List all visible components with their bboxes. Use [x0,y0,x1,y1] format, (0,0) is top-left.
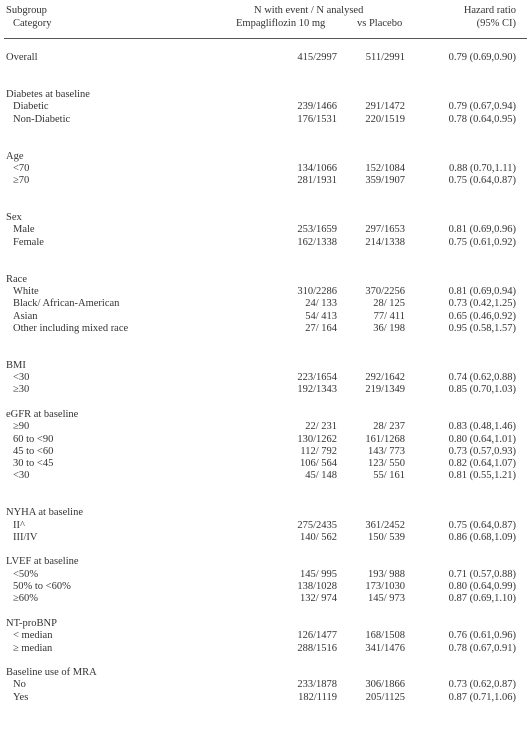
empagliflozin-count: 176/1531 [297,113,337,125]
group-label: Diabetes at baseline [6,89,90,101]
table-row [0,692,531,704]
table-row [0,384,531,396]
category-label: ≥30 [13,384,30,396]
group-header-row [0,274,531,286]
category-label: <70 [13,162,30,174]
category-label: <50% [13,568,39,580]
placebo-count: 205/1125 [365,691,405,703]
placebo-count: 36/ 198 [373,322,405,334]
category-label: Non-Diabetic [13,113,71,125]
group-label: Race [6,273,27,285]
hazard-ratio-value: 0.75 (0.64,0.87) [448,519,516,531]
row-spacer [0,483,531,495]
category-label: ≥70 [13,175,30,187]
category-label: Yes [13,691,29,703]
category-label: No [13,679,26,691]
header-ci: (95% CI) [476,18,516,29]
table-row [0,101,531,113]
empagliflozin-count: 45/ 148 [305,470,337,482]
table-row [0,446,531,458]
table-row [0,52,531,64]
empagliflozin-count: 281/1931 [297,175,337,187]
hazard-ratio-value: 0.79 (0.67,0.94) [448,101,516,113]
table-row [0,163,531,175]
placebo-count: 143/ 773 [367,445,405,457]
empagliflozin-count: 140/ 562 [299,531,337,543]
hazard-ratio-value: 0.76 (0.61,0.96) [448,630,516,642]
row-spacer [0,261,531,273]
category-label: Asian [13,310,38,322]
header-category: Category [13,18,52,29]
category-label: White [13,285,39,297]
hazard-ratio-value: 0.75 (0.61,0.92) [448,236,516,248]
category-label: Female [13,236,44,248]
placebo-count: 292/1642 [365,372,405,384]
empagliflozin-count: 132/ 974 [299,593,337,605]
category-label: Black/ African-American [13,298,120,310]
hazard-ratio-value: 0.79 (0.69,0.90) [448,52,516,64]
hazard-ratio-value: 0.73 (0.62,0.87) [448,679,516,691]
empagliflozin-count: 112/ 792 [300,445,337,457]
empagliflozin-count: 126/1477 [297,630,337,642]
row-spacer [0,606,531,618]
table-row [0,224,531,236]
table-row [0,286,531,298]
hazard-ratio-value: 0.81 (0.69,0.94) [448,285,516,297]
empagliflozin-count: 310/2286 [297,285,337,297]
row-spacer [0,77,531,89]
category-label: 50% to <60% [13,581,71,593]
placebo-count: 28/ 237 [373,421,405,433]
empagliflozin-count: 182/1119 [298,691,337,703]
group-header-row [0,667,531,679]
category-label: Diabetic [13,101,49,113]
group-label: LVEF at baseline [6,556,79,568]
table-row [0,532,531,544]
placebo-count: 152/1084 [365,162,405,174]
group-label: BMI [6,359,26,371]
header-placebo: vs Placebo [357,18,403,29]
placebo-count: 220/1519 [365,113,405,125]
row-spacer [0,138,531,150]
empagliflozin-count: 415/2997 [297,52,337,64]
placebo-count: 214/1338 [365,236,405,248]
hazard-ratio-value: 0.83 (0.48,1.46) [448,421,516,433]
table-row [0,581,531,593]
group-header-row [0,89,531,101]
header-rule [4,38,527,39]
category-label: < median [13,630,53,642]
row-spacer [0,126,531,138]
table-row [0,421,531,433]
placebo-count: 145/ 973 [367,593,405,605]
group-label: Age [6,150,24,162]
placebo-count: 28/ 125 [373,298,405,310]
row-spacer [0,200,531,212]
table-row [0,569,531,581]
category-label: II^ [13,519,25,531]
empagliflozin-count: 138/1028 [297,581,337,593]
hazard-ratio-value: 0.78 (0.64,0.95) [448,113,516,125]
hazard-ratio-value: 0.81 (0.55,1.21) [448,470,516,482]
category-label: 60 to <90 [13,433,54,445]
placebo-count: 173/1030 [365,581,405,593]
group-header-row [0,556,531,568]
placebo-count: 291/1472 [365,101,405,113]
empagliflozin-count: 22/ 231 [305,421,337,433]
table-row [0,372,531,384]
table-row [0,643,531,655]
empagliflozin-count: 288/1516 [297,642,337,654]
hazard-ratio-value: 0.86 (0.68,1.09) [448,531,516,543]
empagliflozin-count: 233/1878 [297,679,337,691]
table-row [0,630,531,642]
group-header-row [0,151,531,163]
empagliflozin-count: 54/ 413 [305,310,337,322]
table-row [0,434,531,446]
empagliflozin-count: 223/1654 [297,372,337,384]
hazard-ratio-value: 0.78 (0.67,0.91) [448,642,516,654]
category-label: III/IV [13,531,38,543]
placebo-count: 55/ 161 [373,470,405,482]
placebo-count: 150/ 539 [367,531,405,543]
empagliflozin-count: 130/1262 [297,433,337,445]
hazard-ratio-value: 0.74 (0.62,0.88) [448,372,516,384]
empagliflozin-count: 275/2435 [297,519,337,531]
placebo-count: 193/ 988 [367,568,405,580]
hazard-ratio-value: 0.85 (0.70,1.03) [448,384,516,396]
hazard-ratio-value: 0.82 (0.64,1.07) [448,458,516,470]
empagliflozin-count: 106/ 564 [299,458,337,470]
header-n-with-event: N with event / N analysed [254,5,364,16]
table-body [0,40,531,704]
placebo-count: 168/1508 [365,630,405,642]
empagliflozin-count: 27/ 164 [305,322,337,334]
table-row [0,593,531,605]
placebo-count: 341/1476 [365,642,405,654]
empagliflozin-count: 162/1338 [297,236,337,248]
placebo-count: 297/1653 [365,224,405,236]
table-header [0,4,531,40]
row-spacer [0,188,531,200]
placebo-count: 511/2991 [365,52,405,64]
table-row [0,311,531,323]
row-spacer [0,249,531,261]
placebo-count: 77/ 411 [373,310,405,322]
group-label: eGFR at baseline [6,408,79,420]
placebo-count: 361/2452 [365,519,405,531]
hazard-ratio-value: 0.81 (0.69,0.96) [448,224,516,236]
empagliflozin-count: 253/1659 [297,224,337,236]
row-spacer [0,397,531,409]
header-hazard-ratio: Hazard ratio [463,5,516,16]
row-spacer [0,335,531,347]
table-row [0,298,531,310]
table-row [0,114,531,126]
header-empagliflozin: Empagliflozin 10 mg [236,18,326,29]
placebo-count: 370/2256 [365,285,405,297]
placebo-count: 306/1866 [365,679,405,691]
row-spacer [0,40,531,52]
hazard-ratio-value: 0.71 (0.57,0.88) [448,568,516,580]
category-label: 45 to <60 [13,445,54,457]
hazard-ratio-value: 0.87 (0.69,1.10) [448,593,516,605]
row-spacer [0,544,531,556]
row-spacer [0,65,531,77]
category-label: <30 [13,372,30,384]
category-label: Overall [6,52,38,64]
placebo-count: 359/1907 [365,175,405,187]
row-spacer [0,347,531,359]
header-subgroup: Subgroup [6,5,47,16]
hazard-ratio-value: 0.80 (0.64,1.01) [448,433,516,445]
category-label: Other including mixed race [13,322,129,334]
category-label: <30 [13,470,30,482]
category-label: ≥ median [13,642,53,654]
hazard-ratio-value: 0.95 (0.58,1.57) [448,322,516,334]
empagliflozin-count: 192/1343 [297,384,337,396]
group-header-row [0,212,531,224]
table-row [0,175,531,187]
hazard-ratio-value: 0.88 (0.70,1.11) [449,162,516,174]
category-label: ≥60% [13,593,39,605]
hazard-ratio-value: 0.73 (0.42,1.25) [448,298,516,310]
table-row [0,679,531,691]
placebo-count: 219/1349 [365,384,405,396]
group-header-row [0,409,531,421]
category-label: Male [13,224,35,236]
category-label: ≥90 [13,421,30,433]
hazard-ratio-value: 0.73 (0.57,0.93) [448,445,516,457]
table-row [0,323,531,335]
row-spacer [0,655,531,667]
empagliflozin-count: 134/1066 [297,162,337,174]
group-label: NYHA at baseline [6,507,83,519]
group-label: NT-proBNP [6,617,57,629]
table-row [0,470,531,482]
table-row [0,237,531,249]
group-header-row [0,360,531,372]
group-label: Sex [6,212,22,224]
hazard-ratio-value: 0.75 (0.64,0.87) [448,175,516,187]
row-spacer [0,495,531,507]
empagliflozin-count: 239/1466 [297,101,337,113]
table-row [0,458,531,470]
placebo-count: 123/ 550 [367,458,405,470]
table-row [0,520,531,532]
empagliflozin-count: 24/ 133 [305,298,337,310]
hazard-ratio-value: 0.87 (0.71,1.06) [448,691,516,703]
hazard-ratio-value: 0.65 (0.46,0.92) [448,310,516,322]
category-label: 30 to <45 [13,458,54,470]
placebo-count: 161/1268 [365,433,405,445]
empagliflozin-count: 145/ 995 [299,568,337,580]
hazard-ratio-value: 0.80 (0.64,0.99) [448,581,516,593]
group-header-row [0,507,531,519]
group-header-row [0,618,531,630]
group-label: Baseline use of MRA [6,667,97,679]
